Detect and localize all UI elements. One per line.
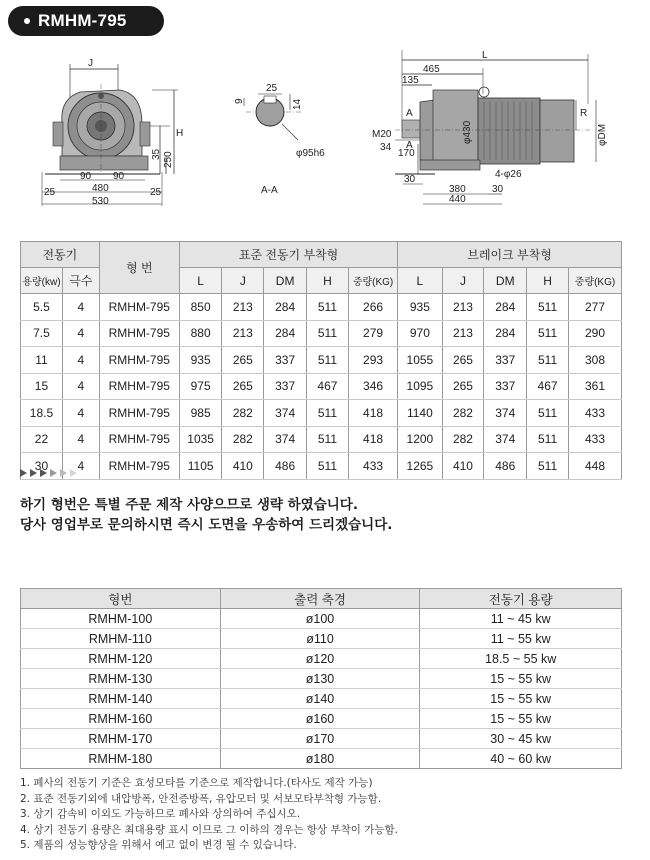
table-cell: 486 — [264, 453, 307, 480]
table-cell: RMHM-795 — [99, 320, 179, 347]
table-cell: 11 — [21, 347, 63, 374]
section-arrows-icon — [20, 469, 77, 477]
dim-J: J — [88, 58, 93, 69]
models-table-body — [21, 609, 622, 769]
table-cell: 1265 — [398, 453, 442, 480]
table-cell: 346 — [348, 373, 397, 400]
notice-text — [20, 495, 392, 535]
table-cell: RMHM-795 — [99, 400, 179, 427]
table-cell: 265 — [222, 347, 264, 374]
footnote-item: 1. 폐사의 전동기 기준은 효성모타를 기준으로 제작합니다.(타사도 제작 가능) — [20, 777, 373, 789]
table-cell: RMHM-100 — [21, 609, 221, 629]
dim-250: 250 — [163, 151, 174, 168]
table-cell: RMHM-795 — [99, 294, 179, 321]
dim-90-right: 90 — [113, 171, 125, 182]
notice-line-1: 하기 형번은 특별 주문 제작 사양으므로 생략 하였습니다. — [20, 497, 358, 513]
table-cell: 265 — [442, 373, 484, 400]
table-cell: 18.5 — [21, 400, 63, 427]
dim-section-9: 9 — [234, 98, 245, 104]
brk-col-weight: 중량(KG) — [569, 268, 622, 294]
table-cell: 15 ~ 55 kw — [420, 669, 622, 689]
table-cell: 284 — [264, 320, 307, 347]
footnote-item: 5. 제품의 성능향상을 위해서 예고 없이 변경 될 수 있습니다. — [20, 839, 297, 851]
dim-section-25: 25 — [266, 83, 278, 94]
table-cell: 337 — [484, 373, 527, 400]
table-row — [21, 373, 622, 400]
table-row — [21, 649, 622, 669]
dim-DM: φDM — [597, 123, 608, 146]
table-cell: 18.5 ~ 55 kw — [420, 649, 622, 669]
dim-30-right: 30 — [492, 184, 504, 195]
table-cell: 7.5 — [21, 320, 63, 347]
models-header-model: 형번 — [21, 589, 221, 609]
table-cell: 308 — [569, 347, 622, 374]
table-cell: 511 — [307, 400, 349, 427]
table-cell: 282 — [222, 426, 264, 453]
table-cell: 433 — [569, 400, 622, 427]
footnote-item: 3. 상기 감속비 이외도 가능하므로 폐사와 상의하여 주십시오. — [20, 808, 301, 820]
table-cell: 410 — [222, 453, 264, 480]
section-mark-top: A — [406, 108, 413, 119]
section-mark-bottom: A — [406, 140, 413, 151]
section-label: A-A — [261, 185, 278, 196]
table-cell: ø110 — [220, 629, 420, 649]
spec-table — [20, 241, 622, 480]
table-cell: 511 — [307, 453, 349, 480]
table-cell: 511 — [307, 320, 349, 347]
table-cell: 850 — [179, 294, 222, 321]
dim-M20: M20 — [372, 129, 392, 140]
footnote-item: 4. 상기 전동기 용량은 최대용량 표시 이므로 그 이하의 경우는 항상 부착이 가능함. — [20, 823, 398, 836]
dim-35: 35 — [151, 148, 162, 160]
table-cell: 4 — [62, 400, 99, 427]
table-cell: 1095 — [398, 373, 442, 400]
model-header: 형 번 — [99, 242, 179, 294]
table-cell: 284 — [484, 320, 527, 347]
table-cell: 279 — [348, 320, 397, 347]
std-col-weight: 중량(KG) — [348, 268, 397, 294]
model-title: RMHM-795 — [38, 11, 127, 30]
table-cell: 265 — [222, 373, 264, 400]
table-cell: 4 — [62, 426, 99, 453]
dim-90-left: 90 — [80, 171, 92, 182]
table-cell: 337 — [264, 373, 307, 400]
table-cell: 4 — [62, 373, 99, 400]
dim-170: 170 — [398, 148, 415, 159]
table-cell: 467 — [527, 373, 569, 400]
table-cell: 284 — [484, 294, 527, 321]
table-cell: 374 — [264, 400, 307, 427]
table-cell: ø120 — [220, 649, 420, 669]
table-row — [21, 709, 622, 729]
table-cell: 935 — [398, 294, 442, 321]
table-cell: 935 — [179, 347, 222, 374]
table-cell: RMHM-120 — [21, 649, 221, 669]
table-cell: 5.5 — [21, 294, 63, 321]
table-row — [21, 453, 622, 480]
dim-30-left: 30 — [404, 174, 416, 185]
table-cell: 486 — [484, 453, 527, 480]
table-cell: ø160 — [220, 709, 420, 729]
models-header-capacity: 전동기 용량 — [420, 589, 622, 609]
table-cell: RMHM-180 — [21, 749, 221, 769]
bullet-icon — [24, 18, 30, 24]
table-cell: 511 — [527, 453, 569, 480]
dim-135: 135 — [402, 75, 419, 86]
table-cell: 1140 — [398, 400, 442, 427]
table-cell: 1055 — [398, 347, 442, 374]
table-cell: 30 ~ 45 kw — [420, 729, 622, 749]
dim-480: 480 — [92, 183, 109, 194]
table-cell: 1105 — [179, 453, 222, 480]
table-cell: 282 — [442, 426, 484, 453]
dim-380: 380 — [449, 184, 466, 195]
std-col-L: L — [179, 268, 222, 294]
table-cell: 448 — [569, 453, 622, 480]
table-cell: RMHM-130 — [21, 669, 221, 689]
table-row — [21, 294, 622, 321]
table-cell: 15 ~ 55 kw — [420, 689, 622, 709]
notice-line-2: 당사 영업부로 문의하시면 즉시 도면을 우송하여 드리겠습니다. — [20, 517, 393, 533]
table-cell: 511 — [527, 294, 569, 321]
std-col-H: H — [307, 268, 349, 294]
table-cell: 290 — [569, 320, 622, 347]
table-row — [21, 729, 622, 749]
table-cell: ø100 — [220, 609, 420, 629]
table-cell: 213 — [442, 294, 484, 321]
table-cell: RMHM-170 — [21, 729, 221, 749]
dim-430: φ430 — [462, 120, 473, 144]
table-cell: 265 — [442, 347, 484, 374]
table-cell: 985 — [179, 400, 222, 427]
table-cell: RMHM-110 — [21, 629, 221, 649]
table-cell: ø170 — [220, 729, 420, 749]
dim-holes: 4-φ26 — [495, 169, 522, 180]
spec-table-body — [21, 294, 622, 480]
brk-col-J: J — [442, 268, 484, 294]
table-row — [21, 426, 622, 453]
table-cell: 511 — [307, 347, 349, 374]
table-cell: RMHM-795 — [99, 453, 179, 480]
std-col-DM: DM — [264, 268, 307, 294]
table-cell: 511 — [307, 294, 349, 321]
standard-motor-header: 표준 전동기 부착형 — [179, 242, 397, 268]
dim-440: 440 — [449, 194, 466, 205]
table-row — [21, 629, 622, 649]
poles-header: 극수 — [62, 268, 99, 294]
table-row — [21, 320, 622, 347]
dim-25-right: 25 — [150, 187, 162, 198]
table-cell: 374 — [484, 426, 527, 453]
table-cell: 975 — [179, 373, 222, 400]
table-cell: 4 — [62, 453, 99, 480]
shaft-diameter: φ95h6 — [296, 148, 325, 159]
table-cell: 337 — [264, 347, 307, 374]
dim-R: R — [580, 108, 588, 119]
table-cell: 970 — [398, 320, 442, 347]
brk-col-L: L — [398, 268, 442, 294]
table-cell: 374 — [264, 426, 307, 453]
table-cell: 4 — [62, 347, 99, 374]
table-cell: 511 — [527, 347, 569, 374]
table-row — [21, 347, 622, 374]
brk-col-DM: DM — [484, 268, 527, 294]
capacity-header: 용량(kw) — [21, 268, 63, 294]
table-cell: 40 ~ 60 kw — [420, 749, 622, 769]
table-cell: 374 — [484, 400, 527, 427]
dimension-drawings — [0, 44, 650, 234]
section-aa-drawing — [234, 83, 325, 196]
table-cell: 337 — [484, 347, 527, 374]
side-view-drawing — [372, 50, 608, 205]
motor-header: 전동기 — [21, 242, 100, 268]
table-cell: 11 ~ 45 kw — [420, 609, 622, 629]
table-cell: 4 — [62, 320, 99, 347]
dim-34: 34 — [380, 142, 392, 153]
table-row — [21, 749, 622, 769]
dim-25-left: 25 — [44, 187, 56, 198]
table-cell: 880 — [179, 320, 222, 347]
table-cell: 433 — [348, 453, 397, 480]
table-cell: RMHM-795 — [99, 373, 179, 400]
table-cell: 22 — [21, 426, 63, 453]
table-cell: 30 — [21, 453, 63, 480]
dim-465: 465 — [423, 64, 440, 75]
table-cell: ø130 — [220, 669, 420, 689]
std-col-J: J — [222, 268, 264, 294]
table-cell: 277 — [569, 294, 622, 321]
table-row — [21, 669, 622, 689]
table-cell: 467 — [307, 373, 349, 400]
table-cell: 511 — [527, 400, 569, 427]
dim-530: 530 — [92, 196, 109, 207]
table-cell: 511 — [307, 426, 349, 453]
table-cell: 282 — [442, 400, 484, 427]
models-header-shaft: 출력 축경 — [220, 589, 420, 609]
table-cell: 266 — [348, 294, 397, 321]
models-table — [20, 588, 622, 769]
table-cell: 282 — [222, 400, 264, 427]
brake-motor-header: 브레이크 부착형 — [398, 242, 622, 268]
table-cell: ø140 — [220, 689, 420, 709]
table-cell: RMHM-795 — [99, 347, 179, 374]
table-row — [21, 689, 622, 709]
table-cell: 284 — [264, 294, 307, 321]
table-row — [21, 400, 622, 427]
footnotes — [20, 776, 398, 854]
table-cell: RMHM-795 — [99, 426, 179, 453]
table-row — [21, 609, 622, 629]
dim-section-14: 14 — [292, 98, 303, 110]
table-cell: 410 — [442, 453, 484, 480]
table-cell: RMHM-140 — [21, 689, 221, 709]
table-cell: 418 — [348, 426, 397, 453]
table-cell: 1200 — [398, 426, 442, 453]
table-cell: ø180 — [220, 749, 420, 769]
table-cell: 511 — [527, 320, 569, 347]
table-cell: 15 ~ 55 kw — [420, 709, 622, 729]
dim-L: L — [482, 50, 488, 61]
table-cell: 15 — [21, 373, 63, 400]
table-cell: 293 — [348, 347, 397, 374]
table-cell: 213 — [222, 320, 264, 347]
table-cell: 213 — [222, 294, 264, 321]
table-cell: 361 — [569, 373, 622, 400]
table-cell: 511 — [527, 426, 569, 453]
table-cell: 11 ~ 55 kw — [420, 629, 622, 649]
table-cell: 1035 — [179, 426, 222, 453]
table-cell: 418 — [348, 400, 397, 427]
table-cell: 213 — [442, 320, 484, 347]
dim-H: H — [176, 128, 184, 139]
table-cell: RMHM-160 — [21, 709, 221, 729]
table-cell: 4 — [62, 294, 99, 321]
front-view-drawing — [42, 58, 183, 207]
model-title-badge — [8, 6, 164, 36]
brk-col-H: H — [527, 268, 569, 294]
footnote-item: 2. 표준 전동기외에 내압방폭, 안전증방폭, 유압모터 및 서보모타부착형 가능함. — [20, 792, 382, 805]
table-cell: 433 — [569, 426, 622, 453]
